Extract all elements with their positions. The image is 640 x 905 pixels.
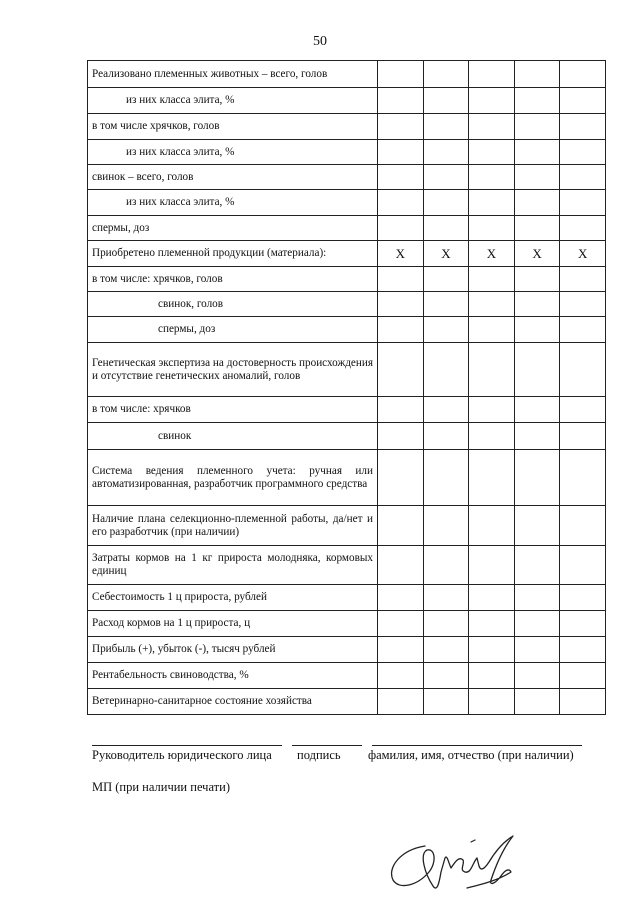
row-label: спермы, доз: [88, 317, 378, 343]
row-label: Генетическая экспертиза на достоверность происхождения и отсутствие генетических аномалий, голов: [88, 343, 378, 397]
value-cell: [469, 190, 515, 216]
value-cell: [560, 165, 606, 190]
row-label: спермы, доз: [88, 216, 378, 241]
value-cell: [423, 292, 469, 317]
value-cell: [469, 61, 515, 88]
table-row: [88, 216, 606, 241]
row-label: Расход кормов на 1 ц прироста, ц: [88, 611, 378, 637]
value-cell: [469, 140, 515, 165]
value-cell: [423, 140, 469, 165]
value-cell: [514, 450, 560, 506]
value-cell: [378, 292, 424, 317]
value-cell: [378, 140, 424, 165]
value-cell: [378, 423, 424, 450]
stamp-label: МП (при наличии печати): [92, 780, 231, 794]
value-cell: [469, 397, 515, 423]
value-cell: [469, 292, 515, 317]
value-cell: [469, 267, 515, 292]
value-cell: [378, 216, 424, 241]
value-cell: [560, 611, 606, 637]
value-cell: [560, 61, 606, 88]
value-cell: X: [560, 241, 606, 267]
value-cell: [469, 423, 515, 450]
row-label: в том числе: хрячков: [88, 397, 378, 423]
value-cell: [423, 61, 469, 88]
value-cell: [560, 506, 606, 546]
value-cell: [423, 267, 469, 292]
value-cell: [423, 450, 469, 506]
value-cell: [560, 423, 606, 450]
value-cell: [378, 61, 424, 88]
value-cell: [514, 61, 560, 88]
value-cell: [378, 585, 424, 611]
row-label: Рентабельность свиноводства, %: [88, 663, 378, 689]
value-cell: [514, 165, 560, 190]
row-label: в том числе хрячков, голов: [88, 114, 378, 140]
value-cell: [514, 546, 560, 585]
row-label: свинок – всего, голов: [88, 165, 378, 190]
value-cell: [469, 663, 515, 689]
value-cell: [378, 611, 424, 637]
value-cell: [514, 689, 560, 715]
row-label: свинок: [88, 423, 378, 450]
value-cell: [514, 114, 560, 140]
value-cell: [423, 585, 469, 611]
value-cell: [560, 343, 606, 397]
value-cell: [514, 611, 560, 637]
value-cell: [514, 317, 560, 343]
value-cell: [469, 88, 515, 114]
table-row: [88, 637, 606, 663]
value-cell: [423, 611, 469, 637]
table-row: [88, 585, 606, 611]
table-row: [88, 140, 606, 165]
name-signature-line: [372, 745, 582, 746]
row-label: Прибыль (+), убыток (-), тысяч рублей: [88, 637, 378, 663]
value-cell: [560, 140, 606, 165]
value-cell: [560, 114, 606, 140]
value-cell: [423, 165, 469, 190]
value-cell: [423, 88, 469, 114]
value-cell: [378, 546, 424, 585]
table-row: [88, 292, 606, 317]
value-cell: [378, 343, 424, 397]
table-row: [88, 165, 606, 190]
value-cell: [378, 637, 424, 663]
value-cell: [423, 423, 469, 450]
value-cell: [378, 689, 424, 715]
handwritten-signature: [385, 828, 525, 898]
value-cell: [378, 397, 424, 423]
table-row: [88, 546, 606, 585]
signature-line: [292, 745, 362, 746]
row-label: свинок, голов: [88, 292, 378, 317]
value-cell: [469, 637, 515, 663]
value-cell: [423, 689, 469, 715]
value-cell: [514, 506, 560, 546]
value-cell: [469, 689, 515, 715]
value-cell: [378, 267, 424, 292]
value-cell: [469, 317, 515, 343]
value-cell: [469, 585, 515, 611]
value-cell: [423, 637, 469, 663]
table-row: [88, 61, 606, 88]
value-cell: [469, 546, 515, 585]
value-cell: [378, 190, 424, 216]
value-cell: [560, 546, 606, 585]
value-cell: [514, 343, 560, 397]
full-name-label: фамилия, имя, отчество (при наличии): [368, 748, 574, 762]
value-cell: X: [378, 241, 424, 267]
value-cell: [423, 506, 469, 546]
value-cell: [560, 317, 606, 343]
row-label: из них класса элита, %: [88, 88, 378, 114]
value-cell: [560, 216, 606, 241]
value-cell: [378, 165, 424, 190]
value-cell: [378, 114, 424, 140]
value-cell: X: [469, 241, 515, 267]
value-cell: [560, 663, 606, 689]
value-cell: [469, 450, 515, 506]
value-cell: [560, 585, 606, 611]
signature-label: подпись: [297, 748, 341, 762]
value-cell: [514, 216, 560, 241]
value-cell: X: [423, 241, 469, 267]
value-cell: [560, 689, 606, 715]
table-row: [88, 689, 606, 715]
head-label: Руководитель юридического лица: [92, 748, 272, 762]
value-cell: [378, 506, 424, 546]
table-row: [88, 114, 606, 140]
table-row: [88, 88, 606, 114]
value-cell: [469, 506, 515, 546]
value-cell: [560, 267, 606, 292]
value-cell: [469, 216, 515, 241]
row-label: Ветеринарно-санитарное состояние хозяйства: [88, 689, 378, 715]
table-row: [88, 317, 606, 343]
value-cell: [423, 216, 469, 241]
value-cell: [514, 637, 560, 663]
value-cell: [423, 114, 469, 140]
row-label: Система ведения племенного учета: ручная или автоматизированная, разработчик программного средства: [88, 450, 378, 506]
value-cell: [423, 317, 469, 343]
value-cell: [560, 397, 606, 423]
value-cell: [423, 190, 469, 216]
head-signature-line: [92, 745, 282, 746]
table-row: [88, 190, 606, 216]
value-cell: [514, 190, 560, 216]
table-row: [88, 663, 606, 689]
value-cell: [514, 88, 560, 114]
row-label: Приобретено племенной продукции (материала):: [88, 241, 378, 267]
value-cell: X: [514, 241, 560, 267]
value-cell: [423, 663, 469, 689]
row-label: Реализовано племенных животных – всего, голов: [88, 61, 378, 88]
value-cell: [378, 450, 424, 506]
value-cell: [514, 292, 560, 317]
value-cell: [514, 397, 560, 423]
value-cell: [514, 663, 560, 689]
value-cell: [560, 450, 606, 506]
livestock-report-table: [87, 60, 606, 715]
value-cell: [560, 190, 606, 216]
table-row: [88, 241, 606, 267]
value-cell: [514, 423, 560, 450]
page-number: 50: [313, 34, 327, 49]
value-cell: [378, 663, 424, 689]
table-row: [88, 506, 606, 546]
value-cell: [423, 546, 469, 585]
value-cell: [378, 88, 424, 114]
table-row: [88, 450, 606, 506]
value-cell: [469, 114, 515, 140]
table-row: [88, 267, 606, 292]
row-label: из них класса элита, %: [88, 140, 378, 165]
value-cell: [514, 267, 560, 292]
value-cell: [469, 611, 515, 637]
table-row: [88, 611, 606, 637]
value-cell: [423, 343, 469, 397]
value-cell: [469, 343, 515, 397]
table-row: [88, 423, 606, 450]
value-cell: [514, 140, 560, 165]
value-cell: [469, 165, 515, 190]
row-label: Наличие плана селекционно-племенной работы, да/нет и его разработчик (при наличии): [88, 506, 378, 546]
row-label: в том числе: хрячков, голов: [88, 267, 378, 292]
row-label: Затраты кормов на 1 кг прироста молодняка, кормовых единиц: [88, 546, 378, 585]
row-label: Себестоимость 1 ц прироста, рублей: [88, 585, 378, 611]
value-cell: [560, 88, 606, 114]
value-cell: [560, 292, 606, 317]
table-row: [88, 397, 606, 423]
value-cell: [423, 397, 469, 423]
value-cell: [560, 637, 606, 663]
table-row: [88, 343, 606, 397]
row-label: из них класса элита, %: [88, 190, 378, 216]
value-cell: [514, 585, 560, 611]
value-cell: [378, 317, 424, 343]
